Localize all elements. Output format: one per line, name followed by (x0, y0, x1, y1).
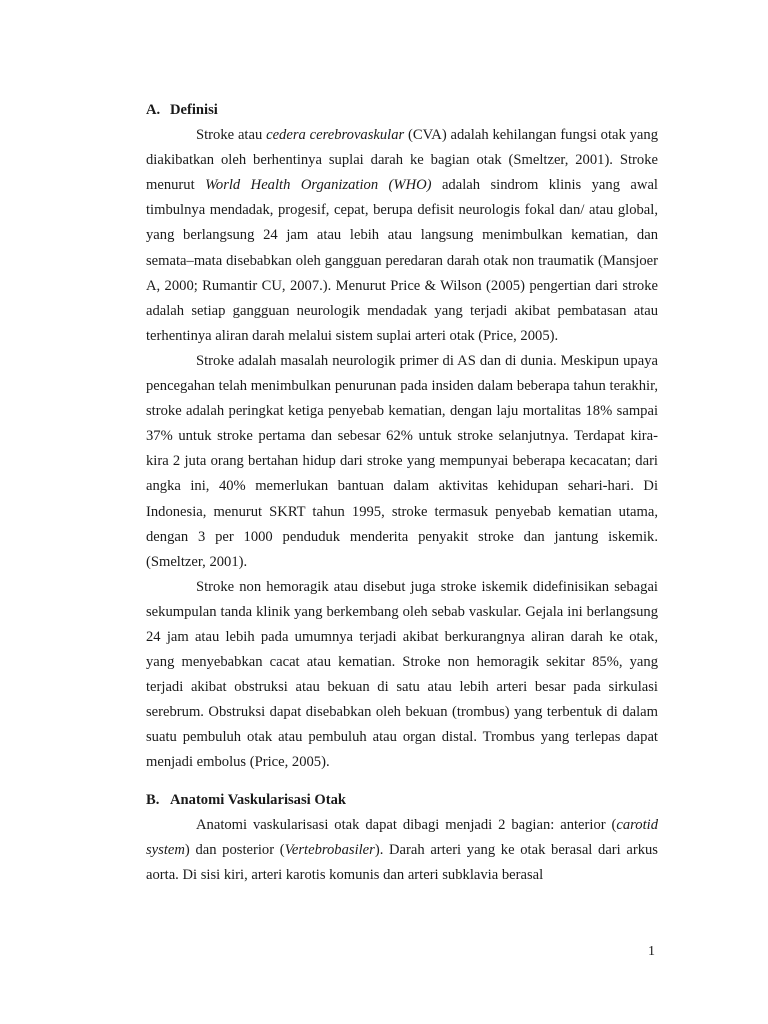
text-run: Stroke atau (196, 127, 267, 144)
text-run: Anatomi vaskularisasi otak dapat dibagi menjadi 2 bagian: anterior ( (196, 816, 617, 833)
section-a-paragraph-3: Stroke non hemoragik atau disebut juga stroke iskemik didefinisikan sebagai sekumpulan tanda klinik yang berkembang oleh sebab vaskular. Gejala ini berlangsung 24 jam atau lebih pada umumnya terjadi akibat berkurangnya aliran darah ke otak, yang menyebabkan cacat atau kematian. Stroke non hemoragik sekitar 85%, yang terjadi akibat obstruksi atau bekuan di satu atau lebih arteri besar pada sirkulasi serebrum. Obstruksi dapat disebabkan oleh bekuan (trombus) yang terbentuk di dalam suatu pembuluh otak atau pembuluh atau organ distal. Trombus yang terlepas dapat menjadi embolus (Price, 2005). (146, 578, 658, 771)
section-b-title: Anatomi Vaskularisasi Otak (170, 791, 346, 808)
text-run: ) dan posterior ( (184, 841, 285, 858)
section-b-number: B. (146, 791, 160, 808)
text-run: adalah sindrom klinis yang awal timbulnya mendadak, progesif, cepat, berupa defisit neurologis fokal dan/ atau global, yang berlangsung 24 jam atau lebih atau langsung menimbulkan kematian, dan semata–mata disebabkan oleh gangguan peredaran darah otak non traumatik (Mansjoer A, 2000; Rumantir CU, 2007.). Menurut Price & Wilson (2005) pengertian dari stroke adalah setiap gangguan neurologik mendadak yang terjadi akibat pembatasan atau terhentinya aliran darah melalui sistem suplai arteri otak (Price, 2005). (146, 177, 658, 344)
section-a-paragraph-1 (146, 123, 658, 349)
italic-term: cedera cerebrovaskular (266, 127, 405, 144)
italic-term: Vertebrobasiler (284, 841, 375, 858)
section-a-paragraph-2: Stroke adalah masalah neurologik primer di AS dan di dunia. Meskipun upaya pencegahan telah menimbulkan penurunan pada insiden dalam beberapa tahun terakhir, stroke adalah peringkat ketiga penyebab kematian, dengan laju mortalitas 18% sampai 37% untuk stroke pertama dan sebesar 62% untuk stroke selanjutnya. Terdapat kira-kira 2 juta orang bertahan hidup dari stroke yang mempunyai beberapa kecacatan; dari angka ini, 40% memerlukan bantuan dalam aktivitas kehidupan sehari-hari. Di Indonesia, menurut SKRT tahun 1995, stroke termasuk penyebab kematian utama, dengan 3 per 1000 penduduk menderita penyakit stroke dan jantung iskemik. (Smeltzer, 2001). (146, 352, 658, 570)
document-body (146, 98, 658, 888)
italic-term: carotid system (146, 816, 658, 858)
section-b-heading (146, 788, 658, 813)
text-run: (CVA) adalah kehilangan fungsi otak yang diakibatkan oleh berhentinya suplai darah ke bagian otak (Smeltzer, 2001). Stroke menurut (146, 127, 658, 194)
text-run: ). Darah arteri yang ke otak berasal dari arkus aorta. Di sisi kiri, arteri karotis komunis dan arteri subklavia berasal (146, 841, 658, 883)
italic-term: World Health Organization (WHO) (205, 177, 432, 194)
section-a-number: A. (146, 102, 161, 118)
section-a-title: Definisi (170, 102, 218, 118)
section-a-heading (146, 98, 658, 123)
section-b-paragraph-1 (146, 813, 658, 888)
page-number: 1 (648, 944, 655, 959)
